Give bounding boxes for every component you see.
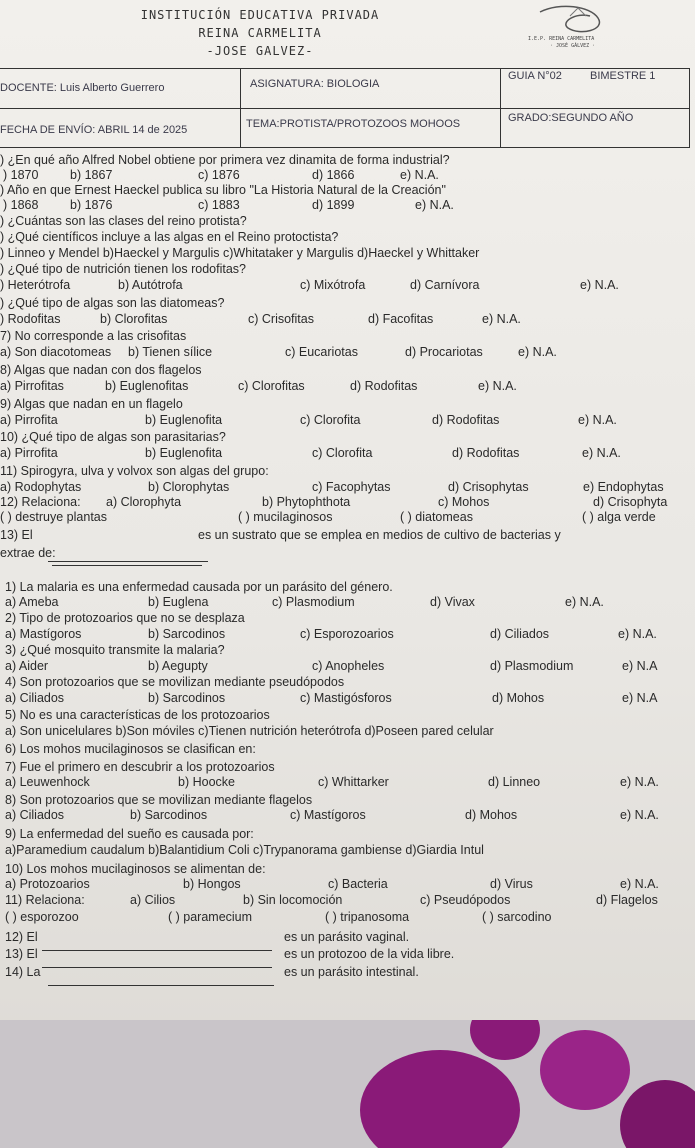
answer-option: ( ) esporozoo [5, 910, 79, 924]
answer-option: a) Pirrofita [0, 446, 58, 460]
answer-option: e) N.A. [400, 168, 439, 182]
answer-option: c) Clorofita [300, 413, 361, 427]
question-text: ) ¿Qué tipo de nutrición tienen los rodofitas? [0, 262, 246, 276]
answer-option: d) Rodofitas [452, 446, 520, 460]
answer-option: e) N.A. [565, 595, 604, 609]
answer-option: ( ) sarcodino [482, 910, 552, 924]
answer-option: c) Mastigósforos [300, 691, 392, 705]
school-name-line3: -JOSE GALVEZ- [206, 44, 314, 58]
answer-option: es un sustrato que se emplea en medios de cultivo de bacterias y [198, 528, 561, 542]
question-text: 7) Fue el primero en descubrir a los protozoarios [5, 760, 275, 774]
guia-label: GUIA N°02 [508, 70, 562, 82]
answer-option: a) Leuwenhock [5, 775, 90, 789]
answer-option: d) Carnívora [410, 278, 480, 292]
worksheet-header [0, 0, 695, 150]
question-text: ) ¿Cuántas son las clases del reino protista? [0, 214, 247, 228]
answer-option: d) Virus [490, 877, 533, 891]
answer-option: es un protozoo de la vida libre. [284, 947, 455, 961]
answer-option: b) 1867 [70, 168, 113, 182]
answer-option: c) Mixótrofa [300, 278, 366, 292]
answer-option: a) Clorophyta [106, 495, 182, 509]
answer-option: e) N.A. [518, 345, 557, 359]
answer-option: e) N.A [622, 659, 658, 673]
answer-option: d) Facofitas [368, 312, 434, 326]
question-text: 8) Algas que nadan con dos flagelos [0, 363, 202, 377]
tema-label: TEMA:PROTISTA/PROTOZOOS MOHOOS [246, 118, 461, 130]
answer-option: ( ) diatomeas [400, 510, 473, 524]
answer-option: b) Euglenofitas [105, 379, 189, 393]
answer-option: b) Clorofitas [100, 312, 168, 326]
answer-option: d) Procariotas [405, 345, 483, 359]
question-text: 6) Los mohos mucilaginosos se clasifican en: [5, 742, 256, 756]
docente-label: DOCENTE: Luis Alberto Guerrero [0, 82, 165, 94]
answer-option: d) Ciliados [490, 627, 550, 641]
info-table [0, 68, 690, 148]
answer-option: ( ) paramecium [168, 910, 253, 924]
school-logo [520, 2, 650, 50]
answer-option: b) Autótrofa [118, 278, 183, 292]
answer-option: 13) El [5, 947, 38, 961]
question-text: a) Son unicelulares b)Son móviles c)Tienen nutrición heterótrofa d)Poseen pared celular [5, 724, 494, 738]
answer-option: a) Rodophytas [0, 480, 82, 494]
answer-option: a) Protozoarios [5, 877, 90, 891]
answer-option: c) Clorofitas [238, 379, 305, 393]
answer-option: a) Ciliados [5, 808, 65, 822]
answer-option: e) N.A. [620, 775, 659, 789]
answer-option: d) Plasmodium [490, 659, 574, 673]
answer-option: c) Anopheles [312, 659, 385, 673]
answer-option: d) Vivax [430, 595, 475, 609]
question-text: 4) Son protozoarios que se movilizan mediante pseudópodos [5, 675, 345, 689]
school-name-line2: REINA CARMELITA [198, 26, 322, 40]
answer-option: ) Rodofitas [0, 312, 61, 326]
answer-option: b) Tienen sílice [128, 345, 213, 359]
answer-option: es un parásito vaginal. [284, 930, 410, 944]
answer-option: b) Clorophytas [148, 480, 230, 494]
answer-option: 11) Relaciona: [5, 893, 85, 907]
question-text: 1) La malaria es una enfermedad causada por un parásito del género. [5, 580, 393, 594]
answer-option: ( ) destruye plantas [0, 510, 107, 524]
answer-option: e) N.A. [620, 877, 659, 891]
question-text: 9) Algas que nadan en un flagelo [0, 397, 183, 411]
answer-blank-14b[interactable] [48, 984, 274, 986]
answer-option: e) N.A. [582, 446, 621, 460]
answer-option: d) 1899 [312, 198, 355, 212]
answer-option: b) Euglenofita [145, 413, 223, 427]
answer-option: c) Facophytas [312, 480, 391, 494]
answer-option: b) Aegupty [148, 659, 208, 673]
question-text: 8) Son protozoarios que se movilizan mediante flagelos [5, 793, 313, 807]
svg-text:· JOSÉ GÁLVEZ ·: · JOSÉ GÁLVEZ · [550, 43, 596, 49]
background-fabric [0, 1020, 695, 1148]
answer-option: a) Aider [5, 659, 49, 673]
answer-option: e) N.A [622, 691, 658, 705]
question-text: 9) La enfermedad del sueño es causada por: [5, 827, 254, 841]
answer-option: d) Linneo [488, 775, 541, 789]
answer-option: e) N.A. [580, 278, 619, 292]
question-text: 10) ¿Qué tipo de algas son parasitarias? [0, 430, 226, 444]
answer-option: d) Rodofitas [350, 379, 418, 393]
grado-label: GRADO:SEGUNDO AÑO [508, 112, 634, 124]
answer-option: ) 1868 [3, 198, 39, 212]
answer-option: a) Pirrofitas [0, 379, 64, 393]
answer-option: b) Hongos [183, 877, 241, 891]
answer-option: a) Ameba [5, 595, 59, 609]
answer-option: ( ) mucilaginosos [238, 510, 333, 524]
question-text: 7) No corresponde a las crisofitas [0, 329, 187, 343]
fecha-label: FECHA DE ENVÍO: ABRIL 14 de 2025 [0, 124, 188, 136]
question-text: 5) No es una características de los protozoarios [5, 708, 270, 722]
answer-option: b) Sarcodinos [130, 808, 208, 822]
answer-option: e) N.A. [482, 312, 521, 326]
bimestre-label: BIMESTRE 1 [590, 70, 656, 82]
asignatura-label: ASIGNATURA: BIOLOGIA [250, 78, 380, 90]
question-text: ) Linneo y Mendel b)Haeckel y Margulis c)Whitataker y Margulis d)Haeckel y Whittaker [0, 246, 480, 260]
answer-option: e) N.A. [618, 627, 657, 641]
answer-option: a) Pirrofita [0, 413, 58, 427]
answer-option: d) Mohos [465, 808, 518, 822]
answer-option: a) Ciliados [5, 691, 65, 705]
question-text: ) ¿Qué científicos incluye a las algas en el Reino protoctista? [0, 230, 339, 244]
answer-option: b) Sarcodinos [148, 691, 226, 705]
answer-blank-13b[interactable] [42, 966, 272, 968]
answer-option: d) 1866 [312, 168, 355, 182]
question-text: 2) Tipo de protozoarios que no se desplaza [5, 611, 245, 625]
answer-option: d) Flagelos [596, 893, 658, 907]
question-text: 10) Los mohos mucilaginosos se alimentan de: [5, 862, 266, 876]
question-text: a)Paramedium caudalum b)Balantidium Coli c)Trypanorama gambiense d)Giardia Intul [5, 843, 484, 857]
answer-option: c) Eucariotas [285, 345, 358, 359]
answer-option: d) Mohos [492, 691, 545, 705]
answer-blank-12b[interactable] [42, 949, 272, 951]
answer-option: ( ) alga verde [582, 510, 656, 524]
question-text: ) ¿Qué tipo de algas son las diatomeas? [0, 296, 225, 310]
answer-option: c) Whittarker [318, 775, 389, 789]
answer-option: 13) El [0, 528, 33, 542]
school-name-line1: INSTITUCIÓN EDUCATIVA PRIVADA [140, 8, 380, 22]
school-logo-icon [520, 2, 650, 50]
answer-option: c) Bacteria [328, 877, 388, 891]
answer-option: a) Son diacotomeas [0, 345, 112, 359]
answer-option: c) Mastígoros [290, 808, 366, 822]
answer-option: 12) El [5, 930, 38, 944]
answer-option: e) Endophytas [583, 480, 664, 494]
answer-option: a) Mastígoros [5, 627, 82, 641]
answer-option: c) Esporozoarios [300, 627, 394, 641]
answer-option: b) Hoocke [178, 775, 235, 789]
svg-text:I.E.P. REINA CARMELITA: I.E.P. REINA CARMELITA [528, 36, 595, 42]
answer-option: ( ) tripanosoma [325, 910, 410, 924]
answer-option: d) Rodofitas [432, 413, 500, 427]
answer-option: ) 1870 [3, 168, 39, 182]
answer-blank-extrae[interactable] [48, 560, 208, 562]
answer-option: c) Mohos [438, 495, 490, 509]
answer-option: a) Cilios [130, 893, 176, 907]
answer-option: c) Plasmodium [272, 595, 355, 609]
answer-option: e) N.A. [415, 198, 454, 212]
answer-option: c) Crisofitas [248, 312, 314, 326]
answer-option: b) Phytophthota [262, 495, 351, 509]
answer-option: c) Pseudópodos [420, 893, 511, 907]
answer-option: b) Euglena [148, 595, 209, 609]
answer-option: b) 1876 [70, 198, 113, 212]
answer-option: e) N.A. [478, 379, 517, 393]
answer-option: e) N.A. [578, 413, 617, 427]
question-text: 11) Spirogyra, ulva y volvox son algas del grupo: [0, 464, 269, 478]
question-text: ) ¿En qué año Alfred Nobel obtiene por primera vez dinamita de forma industrial? [0, 153, 450, 167]
answer-option: b) Sarcodinos [148, 627, 226, 641]
answer-option: d) Crisophyta [593, 495, 668, 509]
answer-option: c) Clorofita [312, 446, 373, 460]
answer-option: es un parásito intestinal. [284, 965, 419, 979]
answer-option: c) 1876 [198, 168, 240, 182]
answer-option: 12) Relaciona: [0, 495, 81, 509]
question-text: extrae de: [0, 546, 56, 560]
answer-option: b) Sin locomoción [243, 893, 343, 907]
question-text: 3) ¿Qué mosquito transmite la malaria? [5, 643, 225, 657]
answer-option: e) N.A. [620, 808, 659, 822]
answer-option: c) 1883 [198, 198, 240, 212]
answer-option: b) Euglenofita [145, 446, 223, 460]
answer-option: ) Heterótrofa [0, 278, 71, 292]
answer-option: d) Crisophytas [448, 480, 529, 494]
question-text: ) Año en que Ernest Haeckel publica su libro "La Historia Natural de la Creación" [0, 183, 446, 197]
answer-blank-13[interactable] [52, 564, 202, 566]
answer-option: 14) La [5, 965, 41, 979]
